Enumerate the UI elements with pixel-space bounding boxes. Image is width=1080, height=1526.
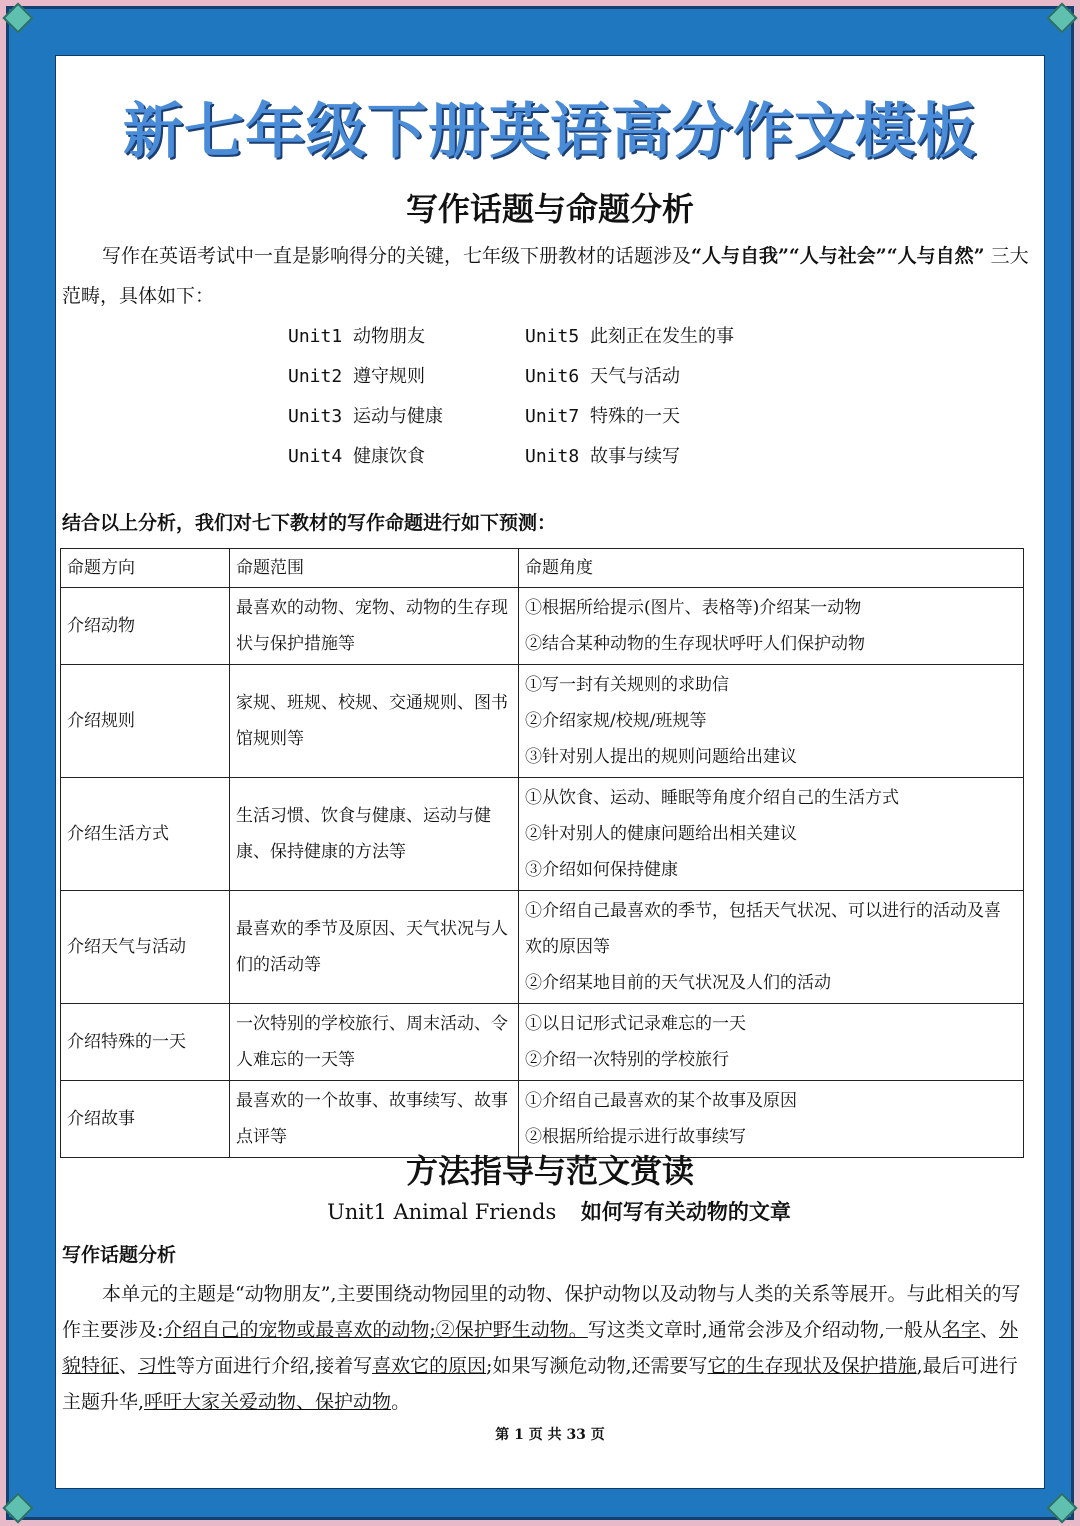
angle-cell — [519, 778, 1024, 891]
angle-item: ②介绍某地目前的天气状况及人们的活动 — [525, 973, 831, 993]
angle-item: ①从饮食、运动、睡眠等角度介绍自己的生活方式 — [525, 788, 899, 808]
angle-item: ①介绍自己最喜欢的某个故事及原因 — [525, 1091, 797, 1111]
unit-item: Unit2 遵守规则 — [288, 366, 426, 387]
corner-ornament — [1046, 2, 1077, 33]
unit-item: Unit3 运动与健康 — [288, 406, 444, 427]
angle-item: ②根据所给提示进行故事续写 — [525, 1127, 746, 1147]
unit-item: Unit4 健康饮食 — [288, 446, 426, 467]
direction-cell: 介绍规则 — [61, 665, 230, 778]
direction-cell: 介绍天气与活动 — [61, 891, 230, 1004]
topic-analysis-paragraph: 本单元的主题是“动物朋友”,主要围绕动物园里的动物、保护动物以及动物与人类的关系等展开。与此相关的写作主要涉及:介绍自己的宠物或最喜欢的动物;②保护野生动物。写这类文章时,通常会涉及介绍动物,一般从名字、外貌特征、习性等方面进行介绍,接着写喜欢它的原因;如果写濒危动物,还需要写它的生存现状及保护措施,最后可进行主题升华,呼吁大家关爱动物、保护动物。 — [62, 1283, 1021, 1413]
corner-ornament — [2, 1492, 33, 1523]
page-number: 第 1 页 共 33 页 — [495, 1427, 605, 1443]
unit-item: Unit6 天气与活动 — [525, 366, 681, 387]
direction-cell: 介绍故事 — [61, 1081, 230, 1158]
document-title: 新七年级下册英语高分作文模板 — [123, 97, 977, 167]
page-frame — [6, 6, 1074, 1520]
angle-item: ①以日记形式记录难忘的一天 — [525, 1014, 746, 1034]
scope-cell: 生活习惯、饮食与健康、运动与健康、保持健康的方法等 — [230, 778, 519, 891]
document-page — [55, 55, 1045, 1489]
table-row — [61, 891, 1024, 1004]
table-header-cell: 命题方向 — [61, 549, 230, 588]
scope-cell: 一次特别的学校旅行、周末活动、令人难忘的一天等 — [230, 1004, 519, 1081]
angle-item: ①写一封有关规则的求助信 — [525, 675, 729, 695]
intro-paragraph: 写作在英语考试中一直是影响得分的关键，七年级下册教材的话题涉及“人与自我”“人与社会”“人与自然” 三大范畴，具体如下： — [62, 245, 1029, 307]
direction-cell: 介绍特殊的一天 — [61, 1004, 230, 1081]
unit-item: Unit7 特殊的一天 — [525, 406, 681, 427]
table-row — [61, 588, 1024, 665]
prediction-heading: 结合以上分析，我们对七下教材的写作命题进行如下预测： — [62, 512, 557, 534]
corner-ornament — [2, 2, 33, 33]
angle-item: ②介绍一次特别的学校旅行 — [525, 1050, 729, 1070]
table-header-cell: 命题范围 — [230, 549, 519, 588]
topic-analysis-heading: 写作话题分析 — [62, 1244, 177, 1266]
unit-item: Unit1 动物朋友 — [288, 326, 426, 347]
table-header-row — [61, 549, 1024, 588]
angle-item: ①介绍自己最喜欢的季节，包括天气状况、可以进行的活动及喜欢的原因等 — [525, 901, 1001, 957]
angle-item: ③针对别人提出的规则问题给出建议 — [525, 747, 797, 767]
angle-cell — [519, 588, 1024, 665]
unit-title-en: Unit1 Animal Friends — [327, 1200, 557, 1224]
section-heading-topics: 写作话题与命题分析 — [56, 184, 1044, 230]
table-row — [61, 1004, 1024, 1081]
scope-cell: 最喜欢的动物、宠物、动物的生存现状与保护措施等 — [230, 588, 519, 665]
topic-table — [60, 548, 1024, 1158]
angle-item: ③介绍如何保持健康 — [525, 860, 678, 880]
angle-item: ②结合某种动物的生存现状呼吁人们保护动物 — [525, 634, 865, 654]
angle-cell — [519, 1004, 1024, 1081]
table-row — [61, 778, 1024, 891]
scope-cell: 家规、班规、校规、交通规则、图书馆规则等 — [230, 665, 519, 778]
angle-item: ②介绍家规/校规/班规等 — [525, 711, 707, 731]
angle-item: ①根据所给提示(图片、表格等)介绍某一动物 — [525, 598, 862, 618]
table-row — [61, 665, 1024, 778]
angle-item: ②针对别人的健康问题给出相关建议 — [525, 824, 797, 844]
unit-title-cn: 如何写有关动物的文章 — [580, 1199, 791, 1224]
direction-cell: 介绍动物 — [61, 588, 230, 665]
unit-item: Unit8 故事与续写 — [525, 446, 681, 467]
scope-cell: 最喜欢的一个故事、故事续写、故事点评等 — [230, 1081, 519, 1158]
unit-item: Unit5 此刻正在发生的事 — [525, 326, 735, 347]
direction-cell: 介绍生活方式 — [61, 778, 230, 891]
scope-cell: 最喜欢的季节及原因、天气状况与人们的活动等 — [230, 891, 519, 1004]
corner-ornament — [1046, 1492, 1077, 1523]
unit-subtitle — [56, 1196, 1044, 1226]
table-header-cell: 命题角度 — [519, 549, 1024, 588]
section-heading-method: 方法指导与范文赏读 — [56, 1146, 1044, 1192]
angle-cell — [519, 891, 1024, 1004]
angle-cell — [519, 665, 1024, 778]
